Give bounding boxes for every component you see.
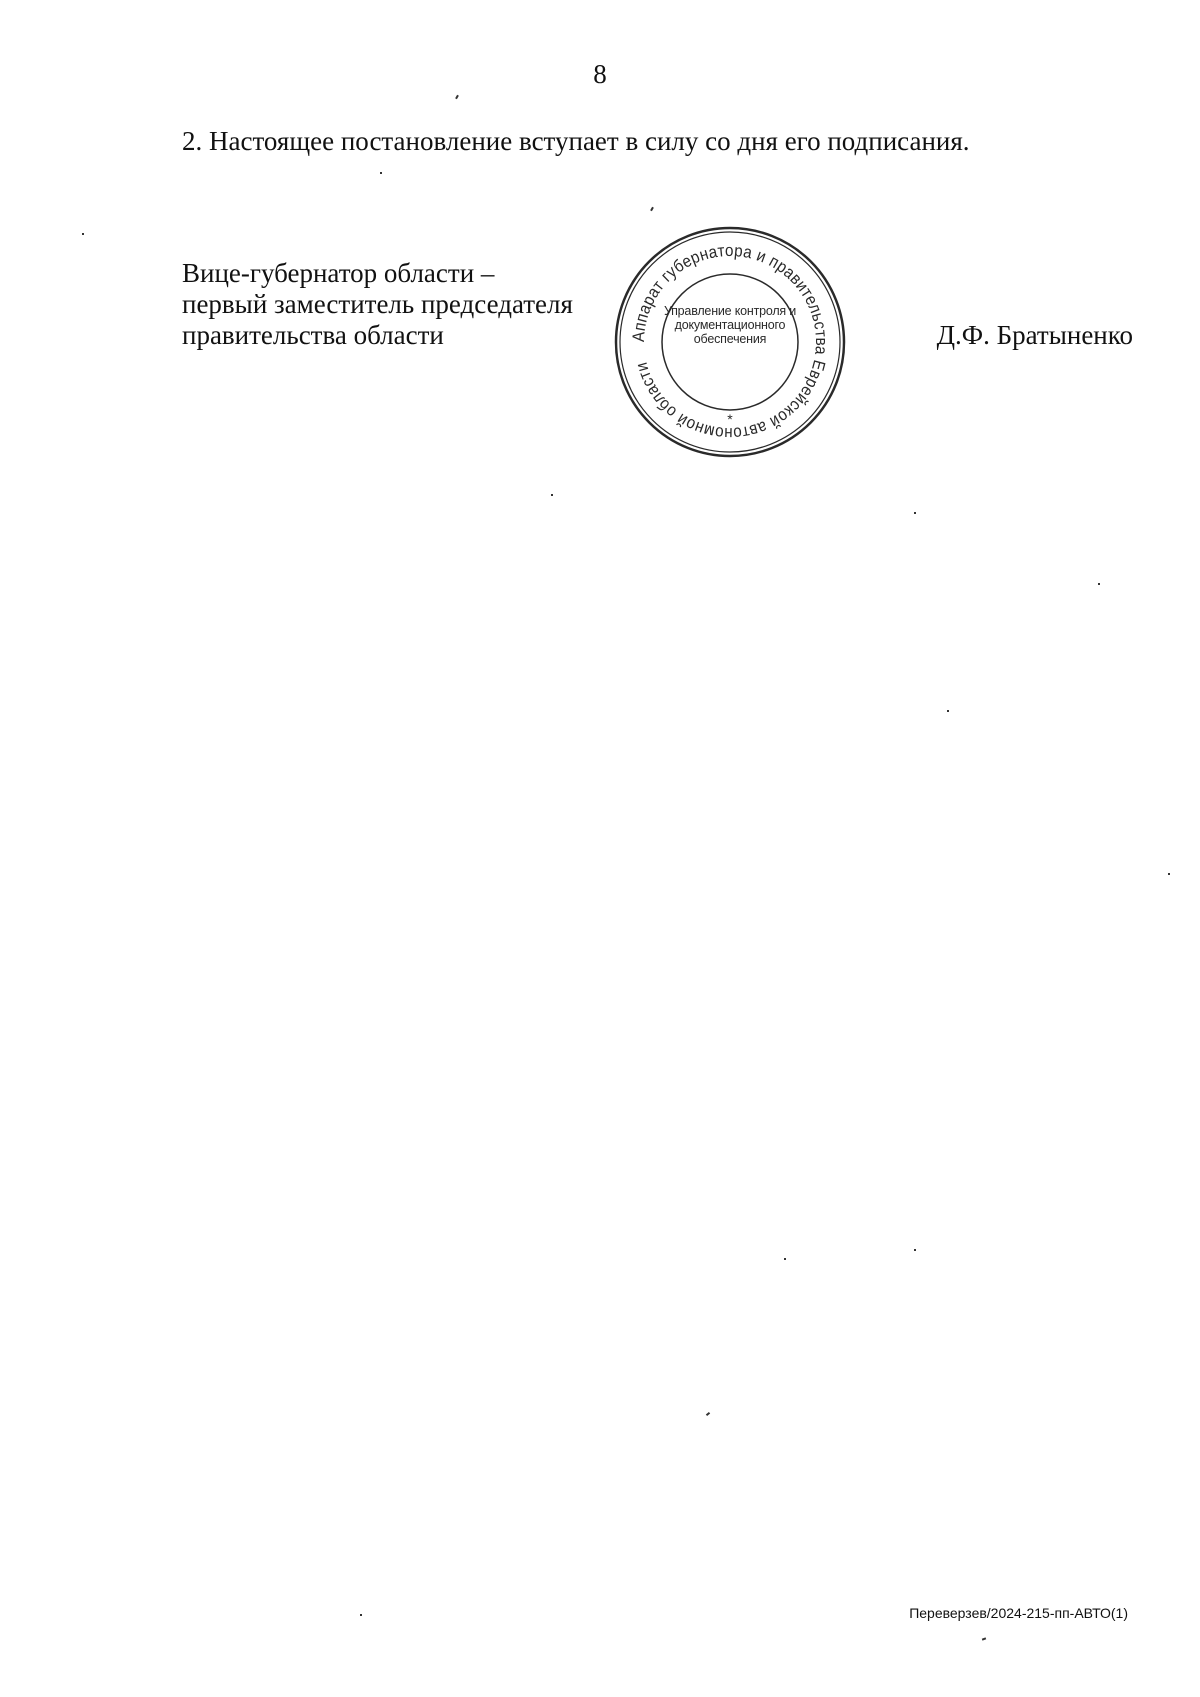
seal-center-line: обеспечения [693,332,767,346]
seal-center-line: документационного [674,318,786,332]
scan-speck [914,1249,916,1251]
scan-speck [784,1258,786,1260]
signer-title [182,258,573,351]
seal-center-text [656,304,804,346]
signer-title-line: Вице-губернатор области – [182,258,495,288]
scan-speck [360,1614,362,1616]
decree-paragraph: 2. Настоящее постановление вступает в силу со дня его подписания. [182,126,970,156]
signer-title-line: первый заместитель председателя [182,289,573,319]
seal-center-line: Управление контроля и [663,304,797,318]
scan-speck [380,172,382,174]
scan-speck [650,207,654,211]
signer-title-line: правительства области [182,320,444,350]
scan-speck [455,95,459,99]
seal-ring-text: Аппарат губернатора и правительства Еврейской автономной области [628,240,832,444]
scan-speck [982,1637,986,1640]
scan-speck [551,494,553,496]
scan-speck [1168,873,1170,875]
official-seal-stamp [612,224,848,460]
scan-speck [914,512,916,514]
scan-speck [947,710,949,712]
seal-star-icon: * [727,411,733,427]
scan-speck [82,233,84,235]
signer-name: Д.Ф. Братыненко [936,320,1133,350]
document-code: Переверзев/2024-215-пп-АВТО(1) [909,1605,1128,1621]
scan-speck [706,1412,710,1416]
page-number: 8 [593,59,607,89]
scan-speck [1098,583,1100,585]
